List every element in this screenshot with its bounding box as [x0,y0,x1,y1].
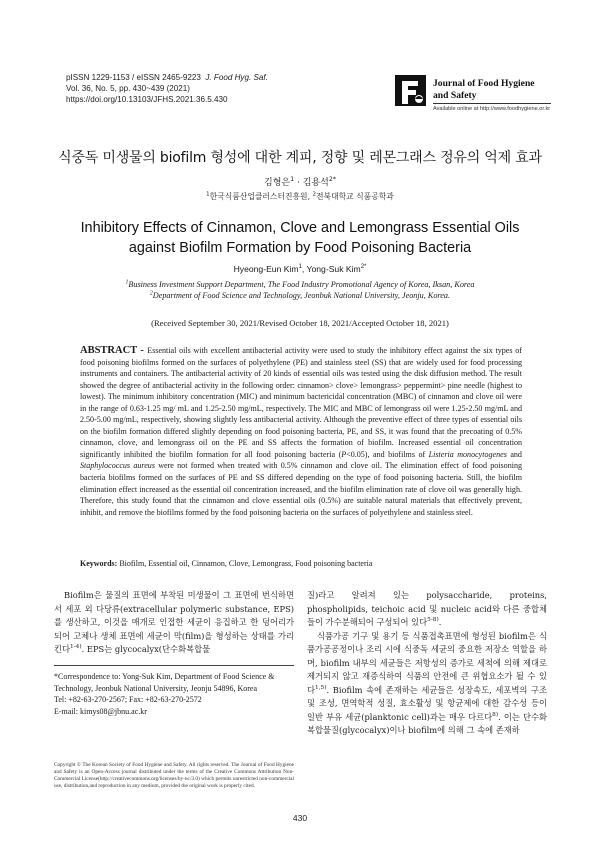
doi-link[interactable]: https://doi.org/10.13103/JFHS.2021.36.5.430 [66,95,228,104]
title-korean: 식중독 미생물의 biofilm 형성에 대한 계피, 정향 및 레몬그래스 정유의 억제 효과 [58,150,542,166]
abstract: ABSTRACT - Essential oils with excellent antibacterial activity were used to study the inhibitory effect against the six types of food poisoning biofilms formed on the surfaces of polyethylene (PE) and stainless steel (SS) that are widely used for food processing instruments and containers. The antibacterial activity of 20 kinds of essential oils was tested using the disk diffusion method. The result showed the degree of antibacterial activity in the following order: cinnamon> clove> lemongrass> peppermint> pine needle (highest to lowest). The minimum inhibitory concentration (MIC) and minimum bactericidal concentration (MBC) of cinnamon and clove oil were in the range of 0.63-1.25 mg/ mL and 1.25-2.50 mg/mL, respectively. The MIC and MBC of lemongrass oil were 1.25-2.50 mg/mL and 2.50-5.00 mg/mL, respectively, showing slightly less antibacterial activity. Although the preventive effect of three types of essential oils on the biofilm formation differed slightly depending on food poisoning bacteria, PE, and SS, it was found that the precoating of 0.5% cinnamon, clove, and lemongrass oil on the PE and SS affects the formation of biofilm. Increased essential oil concentration significantly inhibited the biofilm formation for all food poisoning bacteria (P<0.05), and biofilms of Listeria monocytogenes and Staphylococcus aureus were not formed when treated with 0.5% cinnamon and clove oil. The elimination effect of food poisoning bacteria biofilms formed on the surfaces of PE and SS differed depending on the type of food poisoning bacteria. Still, the biofilm elimination effect increased as the essential oil concentration increased, and the biofilm elimination rate of clove oil was generally high. Therefore, this study found that the cinnamon and clove essential oils (0.5%) are suitable natural materials that effectively prevent, inhibit, and remove the biofilms formed by the food poisoning bacteria on the surfaces of polyethylene and stainless steel. [80,345,523,517]
received-dates: (Received September 30, 2021/Revised October 18, 2021/Accepted October 18, 2021) [151,318,449,328]
affiliations-english: $^1$Business Investment Support Department, The Food Industry Promotional Agency of Korea, Iksan, Korea $^2$Department of Food Science and Technology, Jeonbuk National University, Jeonju, Korea. [125,279,475,300]
correspondence-author: *Correspondence to: Yong-Suk Kim, Department of Food Science & Technology, Jeonbuk National University, Jeonju 54896, Korea [54,672,275,693]
paragraph: 질)라고 알려져 있는 polysaccharide, proteins, phospholipids, teichoic acid 및 nucleic acid와 다른 중합체들이 가수분해되어 구성되어 있다$^{5-8)}$. [307,590,547,627]
body-right-column [307,589,547,738]
journal-logo [393,72,553,122]
footnote-divider [54,665,294,666]
volume-line: Vol. 36, No. 5, pp. 430~439 (2021) [66,84,190,93]
page-number: 430 [292,813,308,823]
keywords: Keywords: Biofilm, Essential oil, Cinnamon, Clove, Lemongrass, Food poisoning bacteria [80,559,373,568]
journal-logo-icon [393,72,429,108]
paragraph: 식품가공 기구 및 용기 등 식품접촉표면에 형성된 biofilm은 식품가공공정이나 조리 시에 식중독 세균의 중요한 저장소 역할을 하며, biofilm 내부의 세균들은 저항성의 증가로 세척에 의해 제대로 제거되지 않고 재증식하여 식품의 안전에 큰 위협요소가 될 수 있다$^{1,5)}$. Biofilm 속에 존재하는 세균들은 성장속도, 세포벽의 구조 및 조성, 면역학적 성질, 효소활성 및 항균제에 대한 감수성 등이 일반 부유 세균(planktonic cell)과는 매우 다르다$^{8)}$. 이는 단수화 복합물질(glycocalyx)이나 biofilm에 의해 그 속에 존재하 [307,630,547,735]
journal-abbrev: J. Food Hyg. Saf. [205,73,268,82]
copyright-notice: Copyright © The Korean Society of Food Hygiene and Safety. All rights reserved. The Journal of Food Hygiene and Safety is an Open-Access journal distributed under the terms of the Creative Commons Attribution Non-Commercial License(http://creativecommons.org/licenses/by-nc/3.0) which permits unrestricted non-commercial use, distribution,and reproduction in any medium, provided the original work is properly cited. [54,762,294,790]
abstract-label: ABSTRACT - [80,345,148,356]
article-metadata [66,72,268,105]
issn-line: pISSN 1229-1153 / eISSN 2465-9223 J. Food Hyg. Saf. [66,73,268,82]
correspondence-tel: Tel: +82-63-270-2567; Fax: +82-63-270-2572 [54,695,202,704]
title-english: Inhibitory Effects of Cinnamon, Clove and Lemongrass Essential Oils against Biofilm Formation by Food Poisoning Bacteria [80,220,520,256]
body-left-column: Biofilm은 물질의 표면에 부착된 미생물이 그 표면에 번식하면서 세포 외 다당류(extracellular polymeric substance, EPS)를 생산하고, 이것을 매개로 인접한 세균이 응집하고 한 덩어리가 되어 고체나 생체 표면에 세균이 막(film)을 형성하는 상태를 가리킨다$^{1-4)}$. EPS는 glycocalyx(단수화복합물 [54,590,294,654]
authors-english: Hyeong-Eun Kim$^1$, Yong-Suk Kim$^{2*}$ [233,264,367,274]
authors-korean: 김형은$^1$ · 김용석$^{2*}$ [264,176,336,188]
journal-url[interactable]: Available online at http://www.foodhygiene.or.kr [433,106,551,112]
correspondence-email[interactable]: E-mail: kimys08@jbnu.ac.kr [54,706,147,716]
affiliations-korean: $^1$한국식품산업클러스터진흥원, $^2$전북대학교 식품공학과 [206,191,394,201]
journal-divider [433,103,551,104]
journal-name: Journal of Food Hygiene and Safety [433,78,535,101]
correspondence-note [54,671,294,717]
